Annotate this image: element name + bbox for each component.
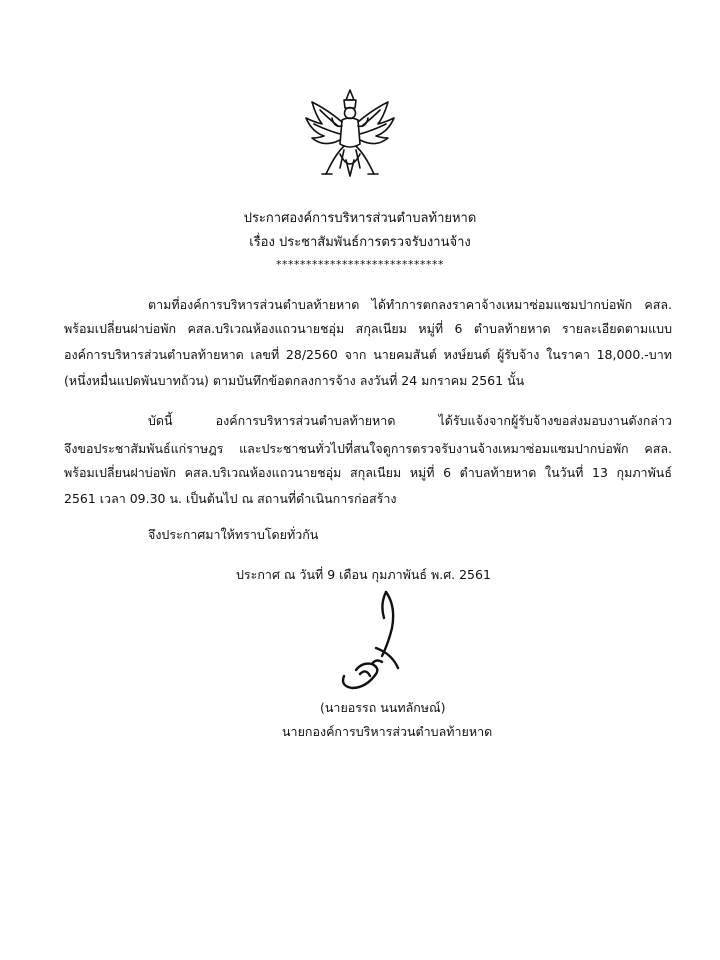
handwritten-signature (336, 588, 416, 692)
announcement-title: ประกาศองค์การบริหารส่วนตำบลท้ายหาด (243, 211, 477, 226)
para1-line4: (หนึ่งหมื่นแปดพันบาทถ้วน) ตามบันทึกข้อตกลงการจ้าง ลงวันที่ 24 มกราคม 2561 นั้น (64, 373, 525, 388)
closing-statement: จึงประกาศมาให้ทราบโดยทั่วกัน (148, 527, 319, 542)
para1-line2: พร้อมเปลี่ยนฝาบ่อพัก คสล.บริเวณห้องแถวนายชอุ่ม สกุลเนียม หมู่ที่ 6 ตำบลท้ายหาด รายละเอียดตามแบบ (64, 321, 672, 336)
para2-line3: พร้อมเปลี่ยนฝาบ่อพัก คสล.บริเวณห้องแถวนายชอุ่ม สกุลเนียม หมู่ที่ 6 ตำบลท้ายหาด ในวันที่ 13 กุมภาพันธ์ (64, 465, 672, 480)
announcement-date: ประกาศ ณ วันที่ 9 เดือน กุมภาพันธ์ พ.ศ. 2561 (236, 567, 491, 582)
announcement-subject: เรื่อง ประชาสัมพันธ์การตรวจรับงานจ้าง (249, 235, 471, 250)
para2-line2: จึงขอประชาสัมพันธ์แก่ราษฎร และประชาชนทั่วไปที่สนใจดูการตรวจรับงานจ้างเหมาซ่อมแซมปากบ่อพัก คสล. (64, 441, 672, 456)
para1-line3: องค์การบริหารส่วนตำบลท้ายหาด เลขที่ 28/2560 จาก นายคมสันต์ หงษ์ยนต์ ผู้รับจ้าง ในราคา 18,000.-บาท (64, 347, 672, 362)
separator-line: **************************** (276, 258, 444, 271)
signer-name: (นายอรรถ นนทลักษณ์) (320, 700, 446, 715)
para2-line4: 2561 เวลา 09.30 น. เป็นต้นไป ณ สถานที่ดำเนินการก่อสร้าง (64, 491, 397, 506)
garuda-emblem-icon (300, 88, 400, 180)
para1-line1: ตามที่องค์การบริหารส่วนตำบลท้ายหาด ได้ทำการตกลงราคาจ้างเหมาซ่อมแซมปากบ่อพัก คสล. (148, 297, 672, 312)
para2-line1: บัดนี้ องค์การบริหารส่วนตำบลท้ายหาด ได้รับแจ้งจากผู้รับจ้างขอส่งมอบงานดังกล่าว (148, 413, 672, 428)
signer-title: นายกองค์การบริหารส่วนตำบลท้ายหาด (282, 724, 493, 739)
